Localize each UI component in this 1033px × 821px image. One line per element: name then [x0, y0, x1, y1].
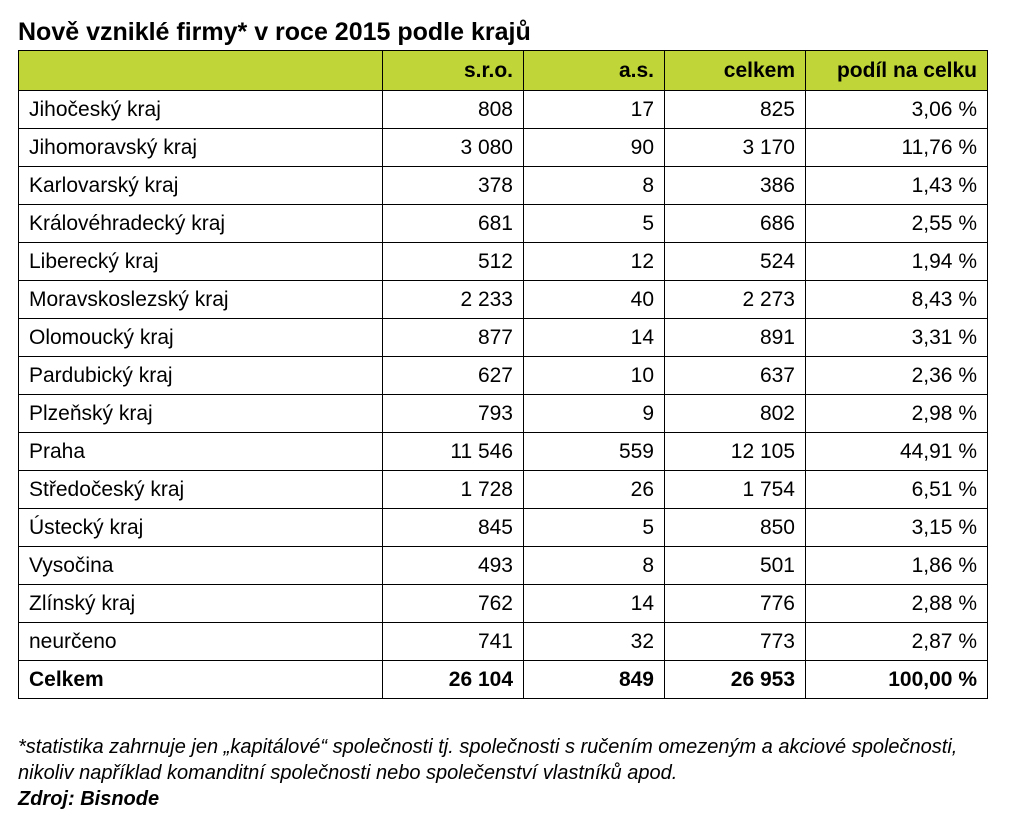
table-row [19, 547, 988, 585]
total-cell: 2 273 [665, 281, 806, 319]
as-cell: 5 [524, 509, 665, 547]
source-note: Zdroj: Bisnode [18, 788, 160, 810]
total-cell: 26 953 [665, 661, 806, 699]
table-row [19, 167, 988, 205]
table-row [19, 509, 988, 547]
region-cell: Praha [19, 433, 383, 471]
share-cell: 6,51 % [806, 471, 988, 509]
as-cell: 8 [524, 167, 665, 205]
as-cell: 12 [524, 243, 665, 281]
share-cell: 11,76 % [806, 129, 988, 167]
total-cell: 637 [665, 357, 806, 395]
region-cell: Jihomoravský kraj [19, 129, 383, 167]
header-cell-total: celkem [665, 51, 806, 91]
share-cell: 1,43 % [806, 167, 988, 205]
table-row [19, 623, 988, 661]
table-row [19, 357, 988, 395]
sro-cell: 762 [383, 585, 524, 623]
as-cell: 8 [524, 547, 665, 585]
total-cell: 686 [665, 205, 806, 243]
table-row [19, 243, 988, 281]
region-cell: Celkem [19, 661, 383, 699]
as-cell: 17 [524, 91, 665, 129]
header-cell-region [19, 51, 383, 91]
sro-cell: 1 728 [383, 471, 524, 509]
table-row [19, 395, 988, 433]
total-cell: 524 [665, 243, 806, 281]
share-cell: 8,43 % [806, 281, 988, 319]
total-cell: 776 [665, 585, 806, 623]
footnote: *statistika zahrnuje jen „kapitálové“ společnosti tj. společnosti s ručením omezeným a akciové společnosti, nikoliv například komanditní společnosti nebo společenství vlastníků apod. [18, 736, 958, 784]
region-cell: Královéhradecký kraj [19, 205, 383, 243]
table-row [19, 585, 988, 623]
header-cell-share: podíl na celku [806, 51, 988, 91]
as-cell: 26 [524, 471, 665, 509]
share-cell: 1,86 % [806, 547, 988, 585]
region-cell: Zlínský kraj [19, 585, 383, 623]
share-cell: 2,88 % [806, 585, 988, 623]
region-cell: Vysočina [19, 547, 383, 585]
sro-cell: 2 233 [383, 281, 524, 319]
region-cell: Karlovarský kraj [19, 167, 383, 205]
table-row [19, 433, 988, 471]
share-cell: 2,98 % [806, 395, 988, 433]
region-cell: Liberecký kraj [19, 243, 383, 281]
table-row [19, 281, 988, 319]
data-table [18, 50, 988, 699]
share-cell: 3,15 % [806, 509, 988, 547]
total-cell: 3 170 [665, 129, 806, 167]
share-cell: 3,06 % [806, 91, 988, 129]
total-cell: 850 [665, 509, 806, 547]
sro-cell: 808 [383, 91, 524, 129]
region-cell: Plzeňský kraj [19, 395, 383, 433]
region-cell: Středočeský kraj [19, 471, 383, 509]
share-cell: 100,00 % [806, 661, 988, 699]
sro-cell: 493 [383, 547, 524, 585]
region-cell: Moravskoslezský kraj [19, 281, 383, 319]
total-cell: 825 [665, 91, 806, 129]
sro-cell: 3 080 [383, 129, 524, 167]
table-row [19, 471, 988, 509]
as-cell: 14 [524, 585, 665, 623]
sro-cell: 512 [383, 243, 524, 281]
sro-cell: 627 [383, 357, 524, 395]
as-cell: 14 [524, 319, 665, 357]
region-cell: Olomoucký kraj [19, 319, 383, 357]
total-cell: 773 [665, 623, 806, 661]
region-cell: Pardubický kraj [19, 357, 383, 395]
as-cell: 10 [524, 357, 665, 395]
region-cell: Ústecký kraj [19, 509, 383, 547]
sro-cell: 877 [383, 319, 524, 357]
as-cell: 9 [524, 395, 665, 433]
as-cell: 90 [524, 129, 665, 167]
total-cell: 501 [665, 547, 806, 585]
share-cell: 1,94 % [806, 243, 988, 281]
sro-cell: 845 [383, 509, 524, 547]
table-row [19, 91, 988, 129]
share-cell: 2,55 % [806, 205, 988, 243]
sro-cell: 11 546 [383, 433, 524, 471]
total-cell: 1 754 [665, 471, 806, 509]
total-cell: 386 [665, 167, 806, 205]
table-row [19, 205, 988, 243]
as-cell: 559 [524, 433, 665, 471]
sro-cell: 741 [383, 623, 524, 661]
total-cell: 802 [665, 395, 806, 433]
header-cell-as: a.s. [524, 51, 665, 91]
sro-cell: 681 [383, 205, 524, 243]
header-row [19, 51, 988, 91]
header-cell-sro: s.r.o. [383, 51, 524, 91]
total-row [19, 661, 988, 699]
region-cell: neurčeno [19, 623, 383, 661]
as-cell: 5 [524, 205, 665, 243]
page-title: Nově vzniklé firmy* v roce 2015 podle krajů [18, 18, 531, 46]
share-cell: 44,91 % [806, 433, 988, 471]
table-row [19, 319, 988, 357]
total-cell: 12 105 [665, 433, 806, 471]
share-cell: 2,36 % [806, 357, 988, 395]
total-cell: 891 [665, 319, 806, 357]
as-cell: 849 [524, 661, 665, 699]
share-cell: 3,31 % [806, 319, 988, 357]
region-cell: Jihočeský kraj [19, 91, 383, 129]
table-row [19, 129, 988, 167]
as-cell: 40 [524, 281, 665, 319]
as-cell: 32 [524, 623, 665, 661]
sro-cell: 793 [383, 395, 524, 433]
sro-cell: 26 104 [383, 661, 524, 699]
sro-cell: 378 [383, 167, 524, 205]
share-cell: 2,87 % [806, 623, 988, 661]
